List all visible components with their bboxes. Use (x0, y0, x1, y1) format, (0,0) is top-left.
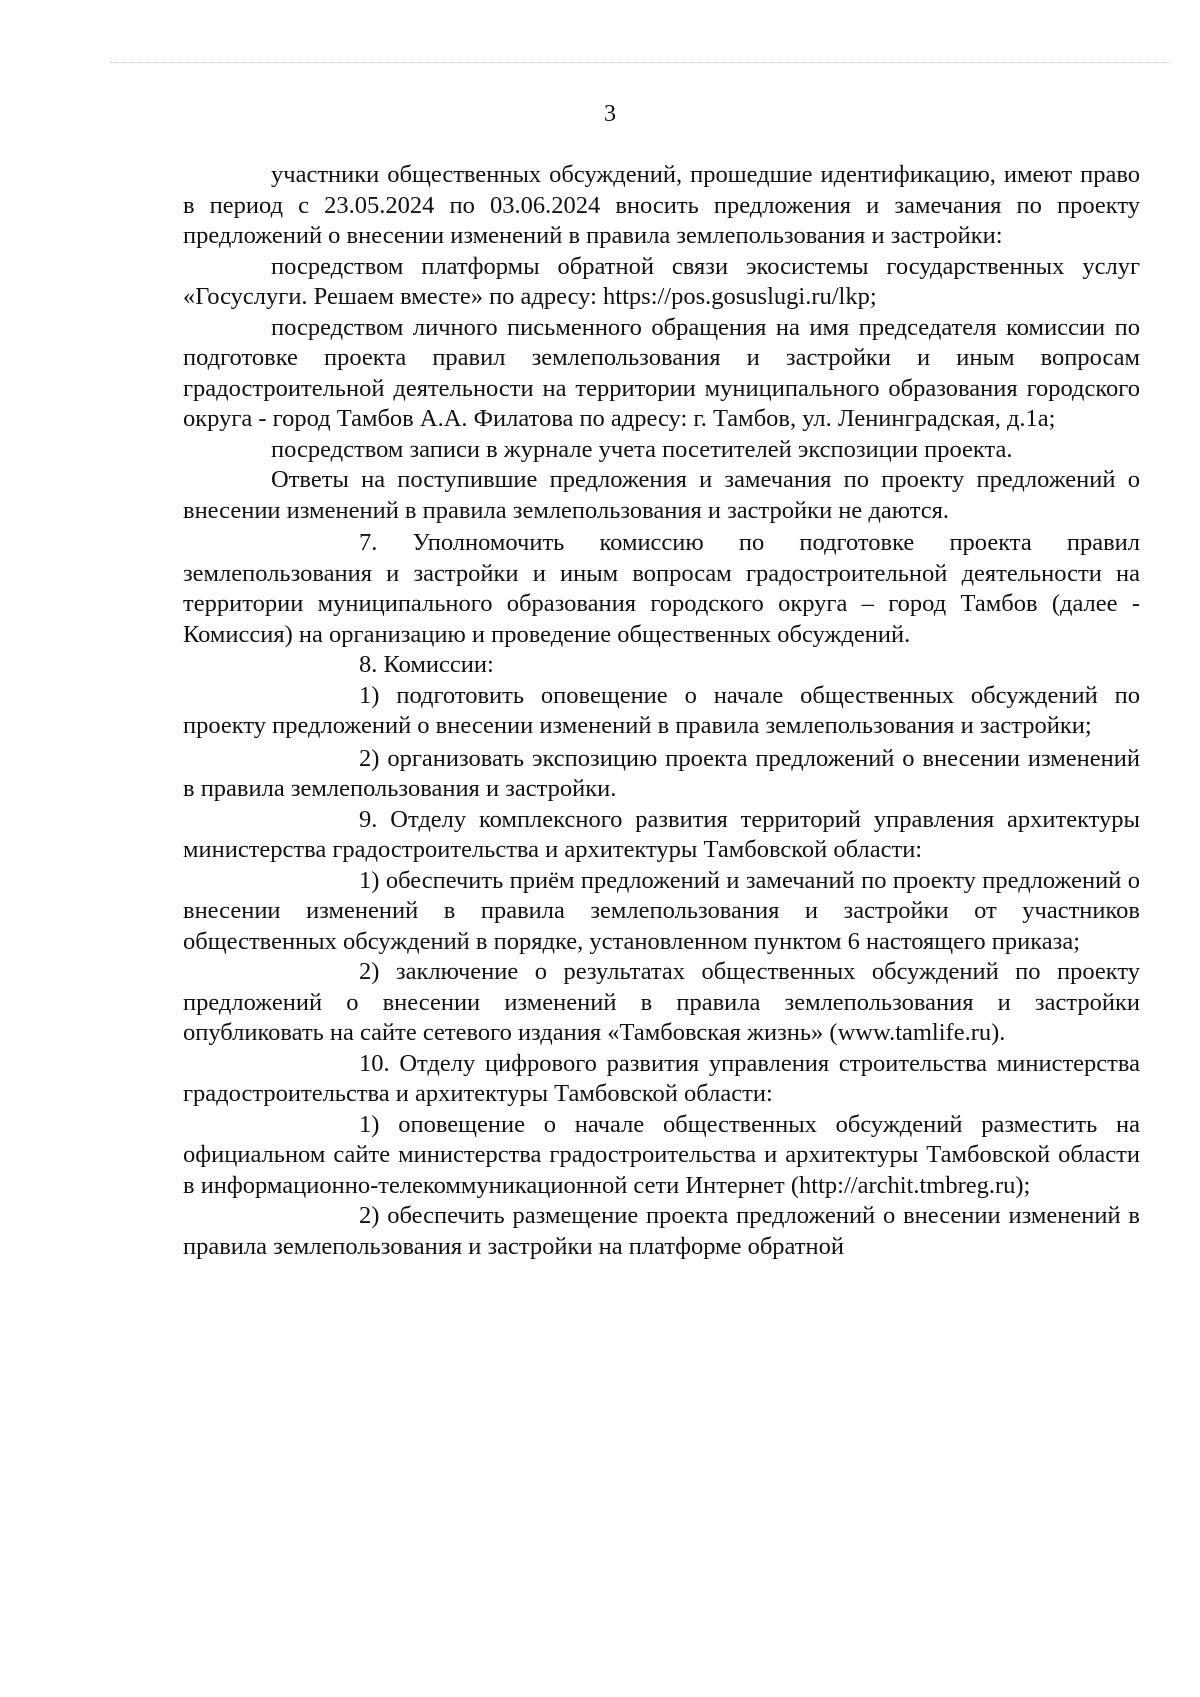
item-9-2 (183, 957, 1140, 1049)
paragraph-participants-rights: участники общественных обсуждений, прошедшие идентификацию, имеют право в период с 23.05.2024 по 03.06.2024 вносить предложения и замечания по проекту предложений о внесении изменений в правила землепользования и застройки: (183, 161, 1140, 249)
item-8-1 (183, 681, 1140, 742)
item-8-2 (183, 744, 1140, 805)
subitem-number: 1) (359, 681, 380, 709)
item-text: Отделу комплексного развития территорий управления архитектуры министерства градостроительства и архитектуры Тамбовской области: (183, 805, 1141, 863)
subitem-text: заключение о результатах общественных обсуждений по проекту предложений о внесении изменений в правила землепользования и застройки опубликовать на сайте сетевого издания «Тамбовская жизнь» (www.tamlife.ru). (183, 958, 1141, 1046)
item-number: 8. (359, 651, 378, 678)
item-9 (183, 805, 1140, 866)
subitem-text: оповещение о начале общественных обсуждений разместить на официальном сайте министерства градостроительства и архитектуры Тамбовской области в информационно-телекоммуникационной сети Интернет (http://archit.tmbreg.ru); (183, 1110, 1140, 1199)
subitem-text: организовать экспозицию проекта предложений о внесении изменений в правила землепользования и застройки. (183, 744, 1140, 802)
item-number: 10. (359, 1049, 390, 1077)
paragraph-written-appeal: посредством личного письменного обращения на имя председателя комиссии по подготовке проекта правил землепользования и застройки и иным вопросам градостроительной деятельности на территории муниципального образования городского округа - город Тамбов А.А. Филатова по адресу: г. Тамбов, ул. Ленинградская, д.1а; (183, 313, 1140, 432)
item-9-1 (183, 866, 1140, 958)
subitem-text: обеспечить размещение проекта предложений о внесении изменений в правила землепользования и застройки на платформе обратной (183, 1202, 1141, 1260)
item-7 (183, 528, 1140, 650)
item-number: 7. (359, 529, 378, 556)
item-8 (183, 650, 1140, 681)
subitem-text: подготовить оповещение о начале общественных обсуждений по проекту предложений о внесении изменений в правила землепользования и застройки; (183, 681, 1140, 739)
subitem-number: 2) (359, 958, 380, 985)
item-number: 9. (359, 805, 378, 833)
subitem-text: обеспечить приём предложений и замечаний по проекту предложений о внесении изменений в правила землепользования и застройки от участников общественных обсуждений в порядке, установленном пунктом 6 настоящего приказа; (183, 866, 1140, 955)
item-10 (183, 1049, 1140, 1110)
page-number: 3 (604, 101, 616, 127)
subitem-number: 1) (359, 1110, 380, 1138)
item-text: Комиссии: (383, 651, 494, 678)
subitem-number: 2) (359, 744, 380, 772)
document-body (183, 160, 1140, 1262)
item-10-2 (183, 1201, 1140, 1262)
subitem-number: 2) (359, 1202, 380, 1229)
paragraph-no-answers: Ответы на поступившие предложения и замечания по проекту предложений о внесении изменений в правила землепользования и застройки не даются. (183, 466, 1140, 524)
item-text: Отделу цифрового развития управления строительства министерства градостроительства и архитектуры Тамбовской области: (183, 1049, 1141, 1107)
subitem-number: 1) (359, 866, 380, 894)
paragraph-visitor-journal: посредством записи в журнале учета посетителей экспозиции проекта. (271, 435, 1013, 463)
scan-edge-line (110, 62, 1170, 63)
item-10-1 (183, 1110, 1140, 1202)
item-text: Уполномочить комиссию по подготовке проекта правил землепользования и застройки и иным вопросам градостроительной деятельности на территории муниципального образования городского округа – город Тамбов (далее - Комиссия) на организацию и проведение общественных обсуждений. (183, 529, 1141, 648)
paragraph-gosuslugi-platform: посредством платформы обратной связи экосистемы государственных услуг «Госуслуги. Решаем вместе» по адресу: https://pos.gosuslugi.ru/lkp; (183, 252, 1140, 310)
